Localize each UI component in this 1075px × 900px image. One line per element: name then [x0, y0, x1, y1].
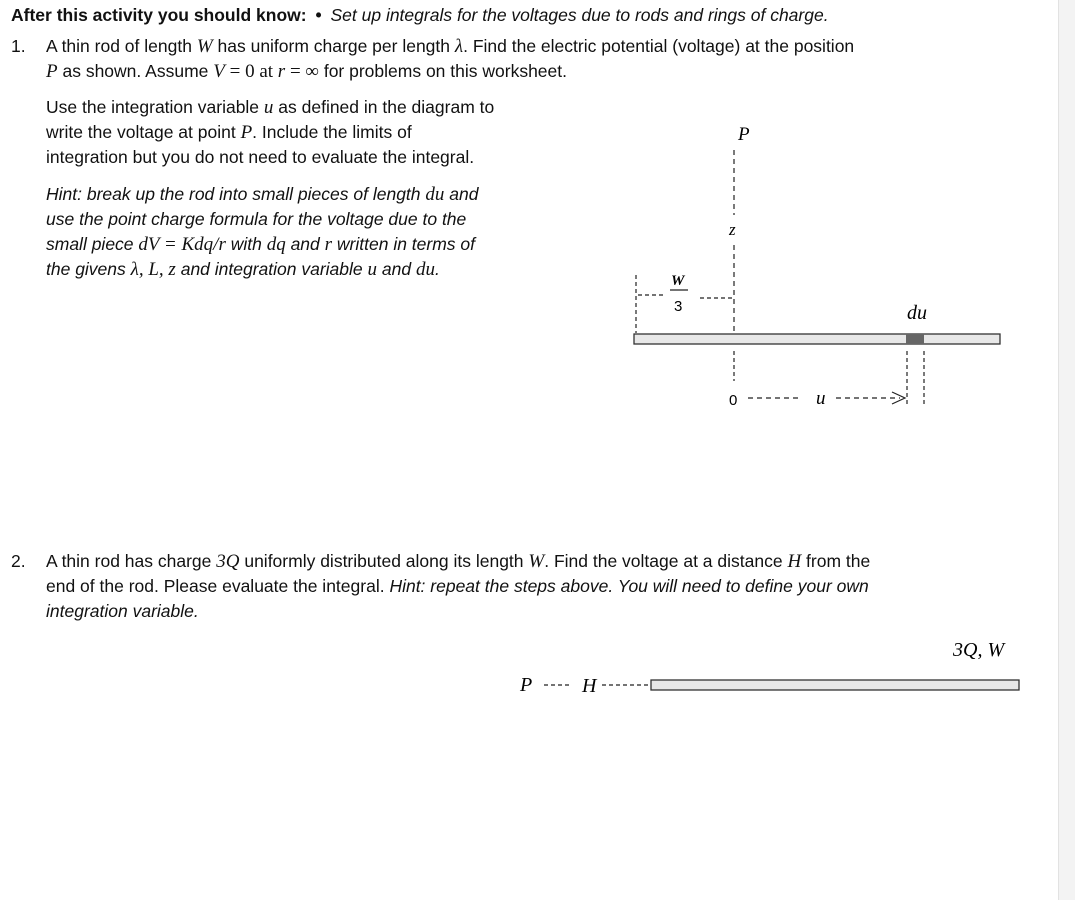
label-3Q-W: 3Q, W	[953, 639, 1005, 661]
text-run: A thin rod has charge	[46, 551, 217, 571]
text-run: for problems on this worksheet.	[318, 61, 567, 81]
label-z: z	[729, 220, 736, 239]
text-run: with	[225, 234, 267, 254]
text-run: Use the integration variable	[46, 97, 264, 117]
text-run: and	[377, 259, 416, 279]
bullet: •	[315, 5, 322, 25]
var-dq: dq	[266, 234, 286, 255]
learning-goal-text: Set up integrals for the voltages due to rods and rings of charge.	[330, 5, 829, 25]
text-run: as defined in the diagram to	[273, 97, 495, 117]
var-P: P	[240, 122, 253, 143]
rod-diagram-2	[510, 630, 1030, 700]
charged-rod-2	[651, 680, 1019, 690]
math-eq: = ∞	[285, 61, 319, 82]
label-du: du	[907, 302, 927, 324]
problem-2-line-2	[46, 574, 869, 599]
formula-dV: dV = Kdq/r	[138, 234, 226, 255]
text-run: . Find the electric potential (voltage) at the position	[463, 36, 855, 56]
hint-line-2: use the point charge formula for the voltage due to the	[46, 209, 467, 229]
problem-2-number: 2.	[11, 551, 26, 571]
text-run: . Find the voltage at a distance	[544, 551, 788, 571]
label-0: 0	[729, 392, 738, 409]
text-run: A thin rod of length	[46, 36, 197, 56]
var-u: u	[263, 97, 274, 118]
text-run: and	[285, 234, 325, 254]
text-run: write the voltage at point	[46, 122, 241, 142]
var-V: V	[213, 61, 225, 82]
math-eq: = 0 at	[224, 61, 278, 82]
var-lambda: λ	[454, 36, 464, 57]
var-W: W	[196, 36, 213, 57]
var-H: H	[787, 551, 802, 572]
label-3: 3	[674, 298, 683, 315]
problem-1-line-2	[46, 59, 567, 84]
text-run: end of the rod. Please evaluate the integral.	[46, 576, 390, 596]
hint-line-4	[46, 257, 440, 282]
charged-rod	[634, 334, 1000, 344]
text-run: .	[434, 259, 440, 279]
var-r: r	[277, 61, 286, 82]
var-r: r	[324, 234, 333, 255]
var-du: du	[425, 184, 445, 205]
label-P: P	[738, 124, 750, 145]
problem-2-line-3: integration variable.	[46, 601, 199, 621]
instruction-line-2	[46, 120, 412, 145]
hint-line-1	[46, 182, 478, 207]
instruction-line-1	[46, 95, 494, 120]
var-du: du	[415, 259, 435, 280]
scrollbar-gutter[interactable]	[1058, 0, 1075, 900]
var-u: u	[367, 259, 377, 280]
text-run: and	[444, 184, 479, 204]
learning-goal-heading: After this activity you should know:	[11, 5, 307, 25]
text-run: uniformly distributed along its length	[239, 551, 529, 571]
text-run: from the	[801, 551, 871, 571]
var-W: W	[528, 551, 545, 572]
text-run: and integration variable	[175, 259, 368, 279]
du-piece	[906, 334, 924, 344]
label-u: u	[816, 388, 826, 409]
label-P: P	[520, 674, 533, 696]
text-run: the givens	[46, 259, 131, 279]
instruction-line-3: integration but you do not need to evaluate the integral.	[46, 147, 475, 167]
var-P: P	[46, 61, 58, 82]
label-H: H	[582, 675, 597, 697]
rod-diagram-1	[620, 115, 1020, 420]
problem-1-number: 1.	[11, 36, 26, 56]
var-3Q: 3Q	[216, 551, 240, 572]
problem-1-line-1	[46, 34, 854, 59]
text-run: as shown. Assume	[57, 61, 214, 81]
text-run: has uniform charge per length	[212, 36, 455, 56]
text-run: written in terms of	[332, 234, 476, 254]
text-run: small piece	[46, 234, 139, 254]
learning-goal-line	[11, 3, 829, 28]
var-givens: λ, L, z	[130, 259, 176, 280]
text-run: . Include the limits of	[252, 122, 412, 142]
text-run: Hint: break up the rod into small pieces of length	[46, 184, 426, 204]
problem-2-line-1	[46, 549, 870, 574]
hint-line-3	[46, 232, 475, 257]
hint-text: Hint: repeat the steps above. You will need to define your own	[389, 576, 869, 596]
label-W: W	[671, 273, 685, 289]
